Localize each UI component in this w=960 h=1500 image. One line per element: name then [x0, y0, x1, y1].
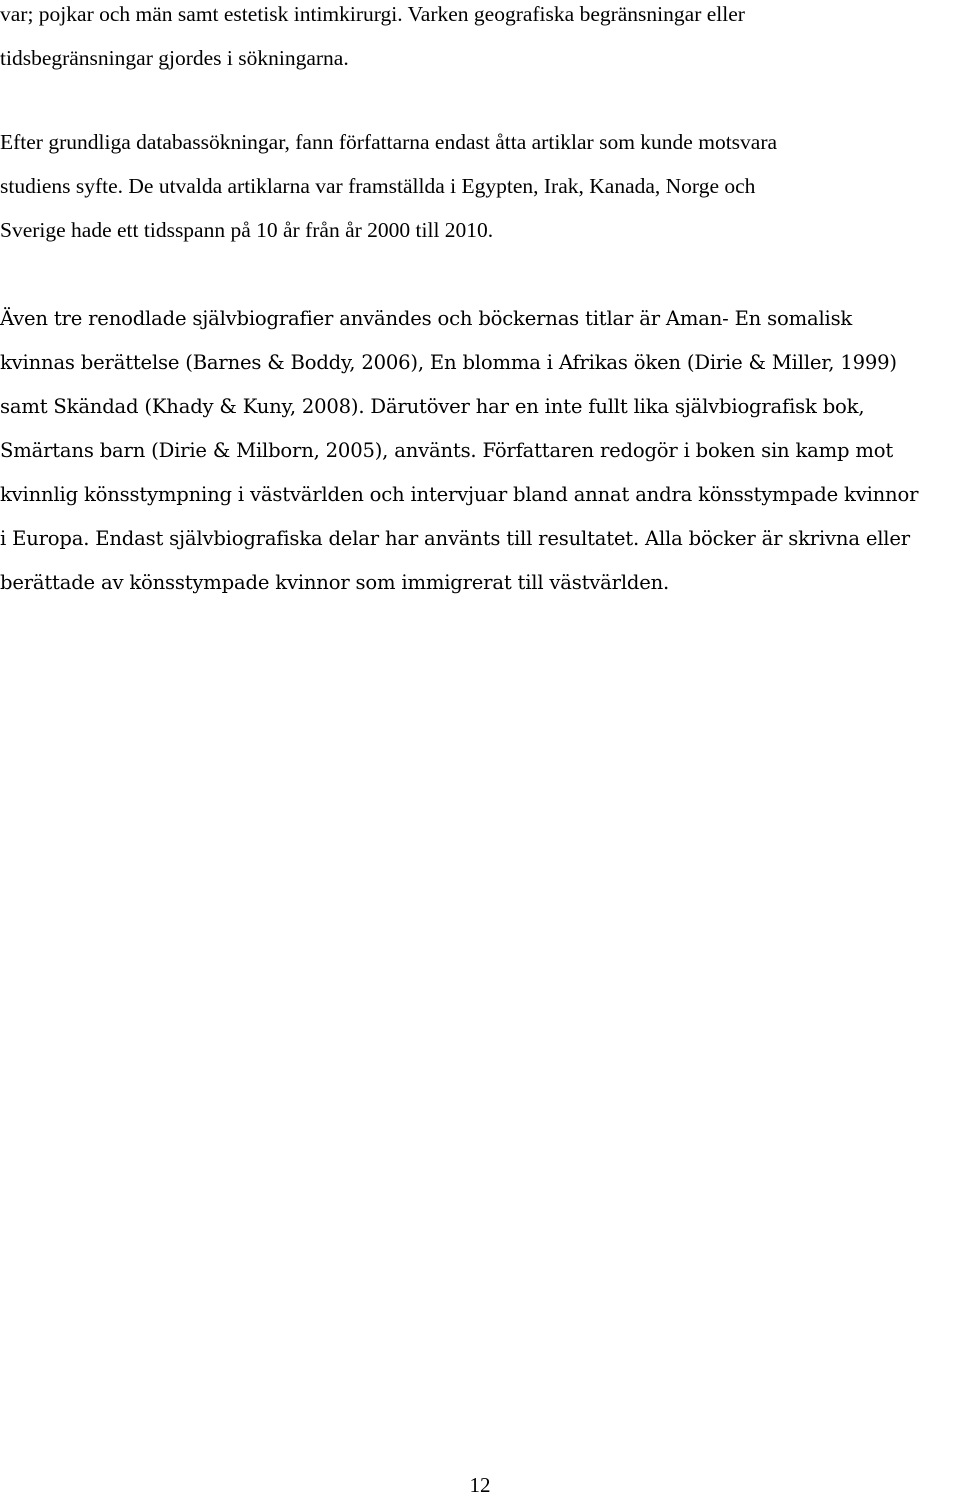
text-line: i Europa. Endast självbiografiska delar har använts till resultatet. Alla böcker är skrivna eller — [0, 527, 910, 550]
text-line: Efter grundliga databassökningar, fann författarna endast åtta artiklar som kunde motsvara — [0, 130, 778, 154]
page-number: 12 — [469, 1473, 491, 1497]
text-line: studiens syfte. De utvalda artiklarna var framställda i Egypten, Irak, Kanada, Norge och — [0, 174, 756, 198]
text-line: tidsbegränsningar gjordes i sökningarna. — [0, 46, 349, 70]
text-line: var; pojkar och män samt estetisk intimkirurgi. Varken geografiska begränsningar eller — [0, 2, 745, 26]
text-line: kvinnas berättelse (Barnes & Boddy, 2006), En blomma i Afrikas öken (Dirie & Miller, 1999) — [0, 351, 897, 374]
paragraph-search-limits — [0, 0, 960, 80]
text-line: samt Skändad (Khady & Kuny, 2008). Därutöver har en inte fullt lika självbiografisk bok, — [0, 395, 865, 418]
paragraph-article-selection — [0, 120, 960, 252]
paragraph-autobiographies — [0, 297, 960, 605]
text-line: kvinnlig könsstympning i västvärlden och intervjuar bland annat andra könsstympade kvinnor — [0, 483, 919, 506]
text-line: Sverige hade ett tidsspann på 10 år från år 2000 till 2010. — [0, 218, 494, 242]
text-line: Även tre renodlade självbiografier användes och böckernas titlar är Aman- En somalisk — [0, 307, 853, 330]
text-line: berättade av könsstympade kvinnor som immigrerat till västvärlden. — [0, 571, 670, 594]
text-line: Smärtans barn (Dirie & Milborn, 2005), använts. Författaren redogör i boken sin kamp mot — [0, 439, 894, 462]
